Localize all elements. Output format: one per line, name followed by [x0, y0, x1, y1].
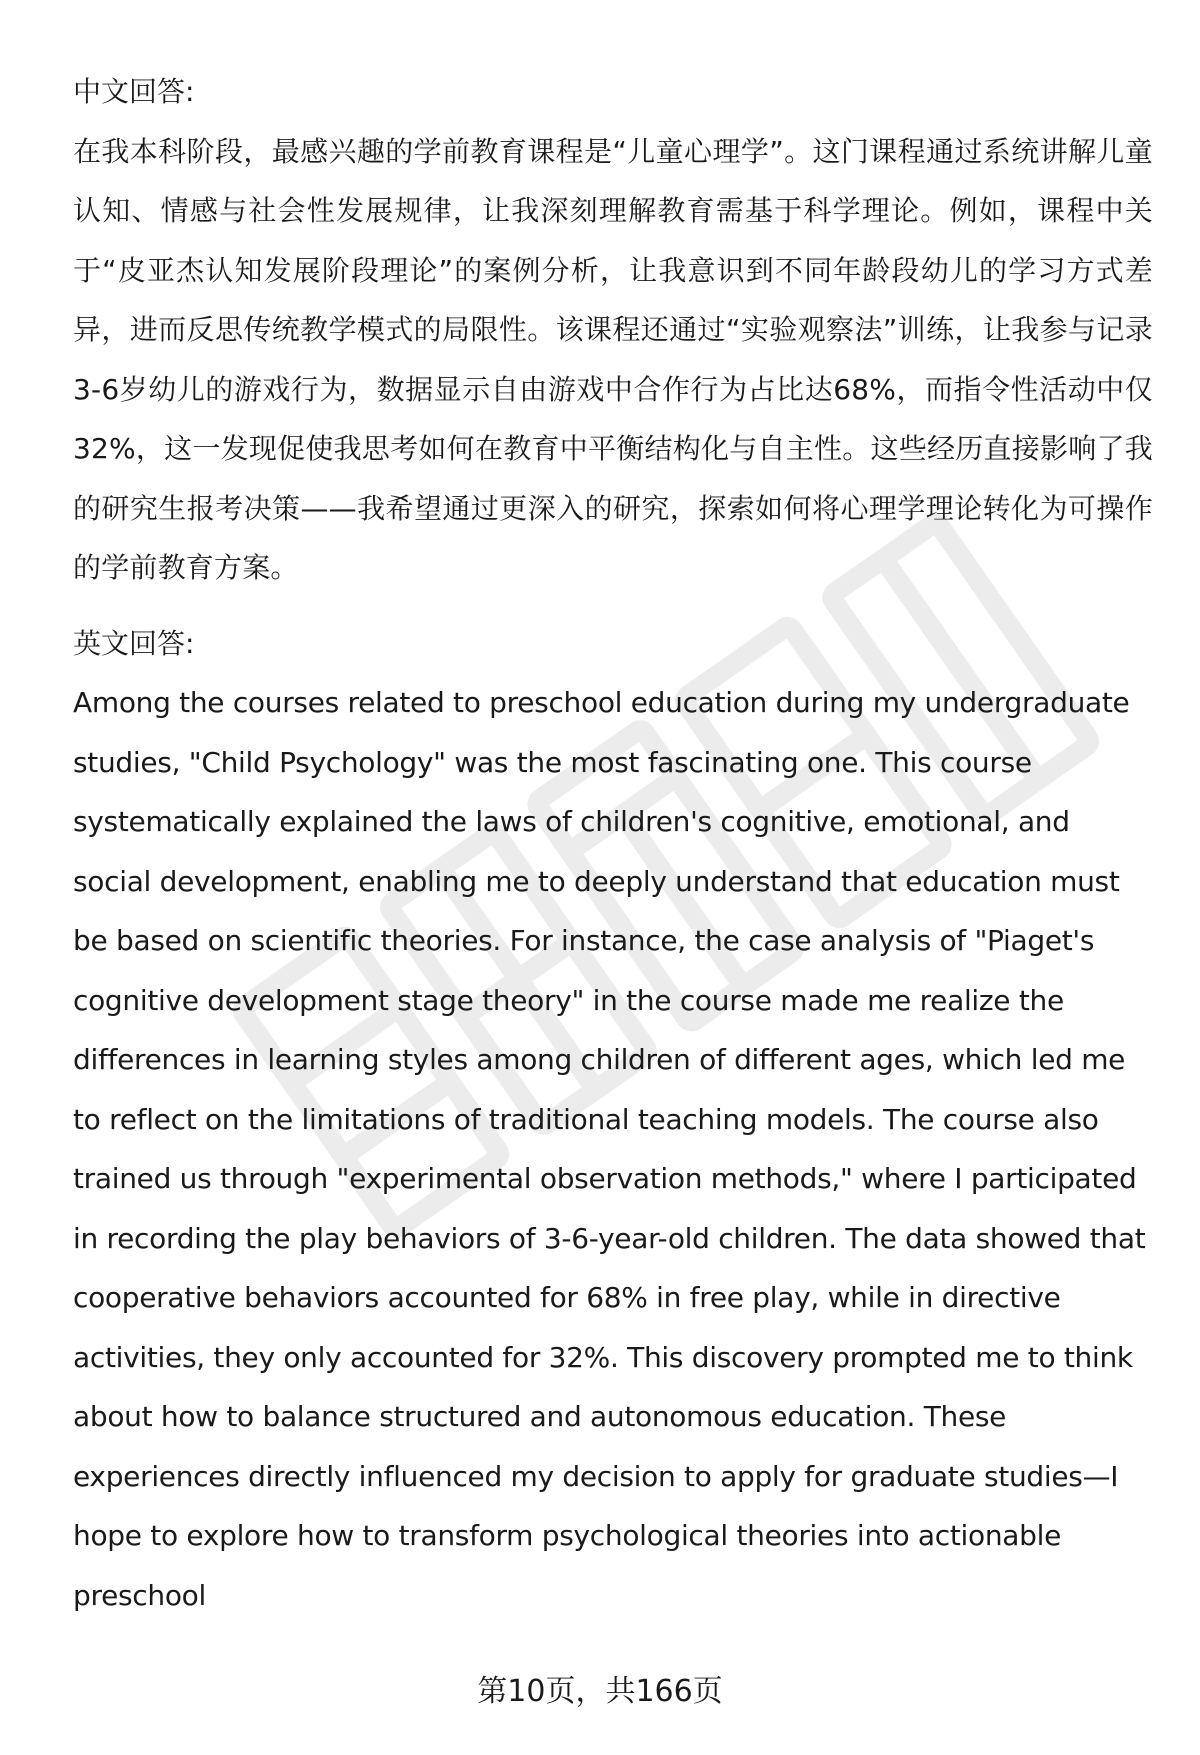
page-number: 第10页，共166页 [477, 1674, 723, 1709]
english-answer-body: Among the courses related to preschool education during my undergraduate studies, "Child Psychology" was the most fascinating one. This course systematically explained the laws of children's cognitive, emotional, and social development, enabling me to deeply understand that education must be based on scientific theories. For instance, the case analysis of "Piaget's cognitive development stage theory" in the course made me realize the differences in learning styles among children of different ages, which led me to reflect on the limitations of traditional teaching models. The course also trained us through "experimental observation methods," where I participated in recording the play behaviors of 3-6-year-old children. The data showed that cooperative behaviors accounted for 68% in free play, while in directive activities, they only accounted for 32%. This discovery prompted me to think about how to balance structured and autonomous education. These experiences directly influenced my decision to apply for graduate studies—I hope to explore how to transform psychological theories into actionable preschool [73, 686, 1146, 1612]
english-answer-heading: 英文回答: [73, 626, 195, 660]
document-page [73, 62, 1153, 1625]
chinese-answer-heading: 中文回答: [73, 75, 195, 108]
chinese-answer-body: 在我本科阶段，最感兴趣的学前教育课程是“儿童心理学”。这门课程通过系统讲解儿童认知、情感与社会性发展规律，让我深刻理解教育需基于科学理论。例如，课程中关于“皮亚杰认知发展阶段理论”的案例分析，让我意识到不同年龄段幼儿的学习方式差异，进而反思传统教学模式的局限性。该课程还通过“实验观察法”训练，让我参与记录3-6岁幼儿的游戏行为，数据显示自由游戏中合作行为占比达68%，而指令性活动中仅32%，这一发现促使我思考如何在教育中平衡结构化与自主性。这些经历直接影响了我的研究生报考决策——我希望通过更深入的研究，探索如何将心理学理论转化为可操作的学前教育方案。 [73, 134, 1153, 584]
